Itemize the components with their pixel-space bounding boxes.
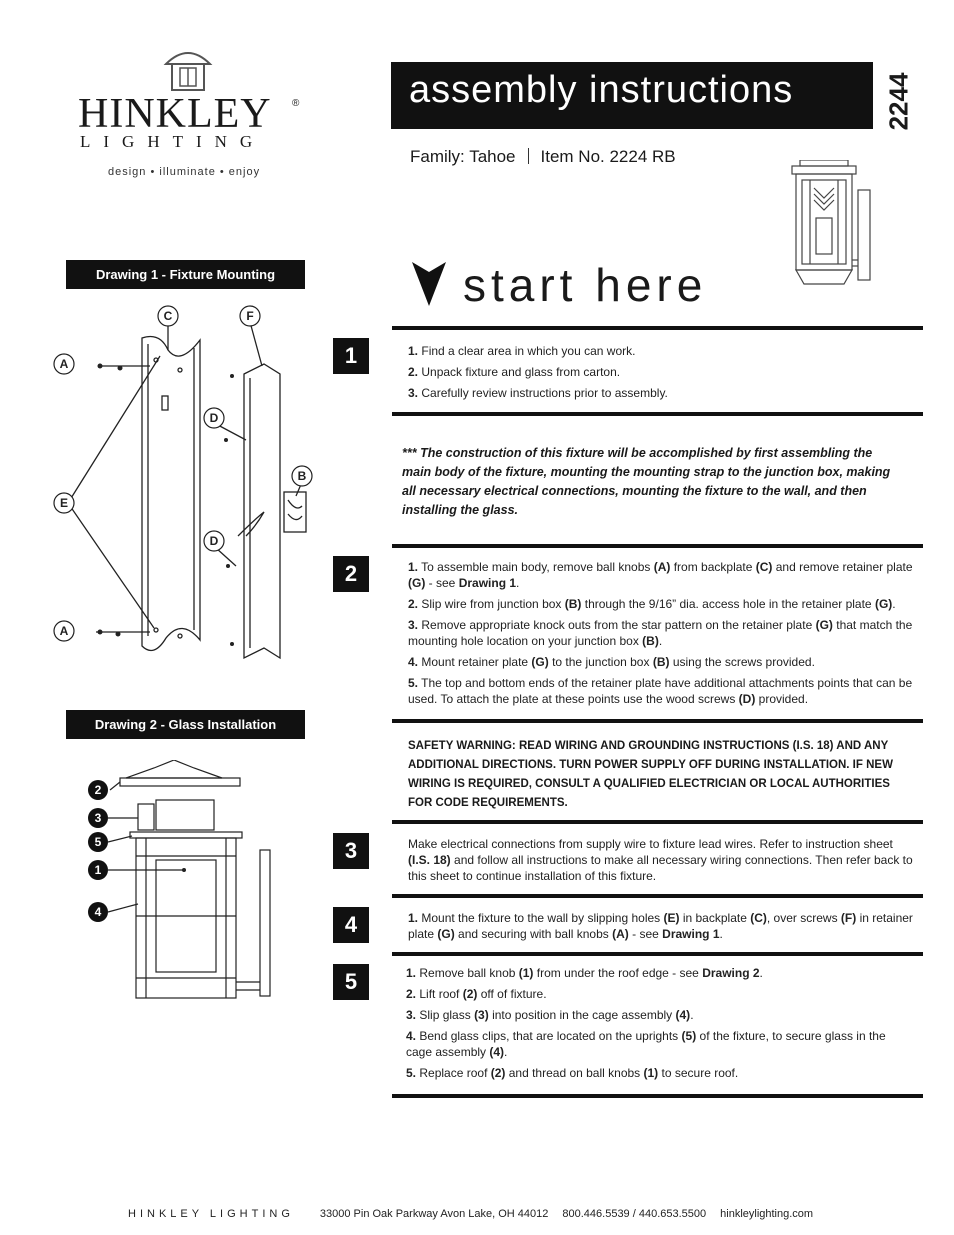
callout-3: 3 <box>94 811 102 825</box>
step-5-item: 1. Remove ball knob (1) from under the roof edge - see Drawing 2. <box>406 966 763 980</box>
rule <box>392 1094 923 1098</box>
family-line <box>410 147 676 167</box>
hinkley-logo <box>70 40 310 190</box>
rule <box>392 820 923 824</box>
step-2-item: 1. To assemble main body, remove ball knobs (A) from backplate (C) and remove retainer plate (G) - see Drawing 1. <box>408 560 913 590</box>
drawing-2-glass-installation-diagram <box>84 760 284 1012</box>
rule <box>392 952 923 956</box>
callout-e: E <box>59 496 69 510</box>
logo-subtitle: LIGHTING <box>80 132 266 151</box>
step-3-text: Make electrical connections from supply wire to fixture lead wires. Refer to instruction sheet (I.S. 18) and follow all instructions to make all necessary wiring connections. Then refer back to this sheet to continue installation of this fixture. <box>408 837 913 883</box>
step-4-text: 1. Mount the fixture to the wall by slipping holes (E) in backplate (C), over screws (F) in retainer plate (G) and securing with ball knobs (A) - see Drawing 1. <box>408 911 913 941</box>
safety-warning: SAFETY WARNING: READ WIRING AND GROUNDING INSTRUCTIONS (I.S. 18) AND ANY ADDITIONAL DIRECTIONS. TURN POWER SUPPLY OFF DURING INSTALLATION. IF NEW WIRING IS REQUIRED, CONSULT A QUALIFIED ELECTRICIAN OR LOCAL AUTHORITIES FOR CODE REQUIREMENTS. <box>408 740 893 809</box>
callout-4: 4 <box>94 905 102 919</box>
footer-website-link[interactable]: hinkleylighting.com <box>720 1208 814 1220</box>
start-here-heading: start here <box>463 259 708 311</box>
step-1-item: 1. Find a clear area in which you can work. <box>408 344 636 358</box>
item-label: Item No. 2224 RB <box>540 147 676 166</box>
footer-brand: HINKLEY LIGHTING <box>128 1208 294 1220</box>
callout-c: C <box>163 309 173 323</box>
lantern-logo-icon <box>162 44 214 92</box>
step-4-number: 4 <box>333 907 369 943</box>
drawing-1-fixture-mounting-diagram <box>50 300 330 680</box>
callout-a-top: A <box>59 357 69 371</box>
rule <box>392 412 923 416</box>
callout-2: 2 <box>94 783 102 797</box>
step-2-item: 3. Remove appropriate knock outs from the star pattern on the retainer plate (G) that match the mounting hole location on your junction box (B). <box>408 618 913 648</box>
divider <box>528 148 529 164</box>
footer-address: 33000 Pin Oak Parkway Avon Lake, OH 44012 <box>319 1208 549 1220</box>
step-5-number: 5 <box>333 964 369 1000</box>
step-5-item: 5. Replace roof (2) and thread on ball knobs (1) to secure roof. <box>406 1066 739 1080</box>
footer <box>128 1208 813 1220</box>
logo-registered-mark: ® <box>292 98 300 109</box>
step-5-item: 3. Slip glass (3) into position in the cage assembly (4). <box>406 1008 694 1022</box>
step-2-text <box>408 559 928 712</box>
callout-b: B <box>297 469 307 483</box>
callout-f: F <box>246 309 254 323</box>
step-3-number: 3 <box>333 833 369 869</box>
document-number <box>883 64 934 134</box>
step-2-item: 4. Mount retainer plate (G) to the junction box (B) using the screws provided. <box>408 655 815 669</box>
step-1-item: 3. Carefully review instructions prior to assembly. <box>408 386 668 400</box>
step-5-item: 4. Bend glass clips, that are located on the uprights (5) of the fixture, to secure glass in the cage assembly (4). <box>406 1029 886 1059</box>
step-1-text <box>408 343 928 406</box>
callout-1: 1 <box>94 863 102 877</box>
document-number-text: 2244 <box>883 72 914 131</box>
drawing-2-title: Drawing 2 - Glass Installation <box>66 710 305 739</box>
step-2-item: 5. The top and bottom ends of the retainer plate have additional attachments points that can be used. To attach the plate at these points use the wood screws (D) provided. <box>408 676 913 706</box>
callout-a-bottom: A <box>59 624 69 638</box>
down-arrow-icon <box>412 262 446 306</box>
step-5-text <box>406 965 906 1086</box>
construction-note: *** The construction of this fixture will be accomplished by first assembling the main body of the fixture, mounting the mounting strap to the junction box, making all necessary electrical connections, mounting the fixture to the wall, and then installing the glass. <box>402 446 891 517</box>
step-5-item: 2. Lift roof (2) off of fixture. <box>406 987 547 1001</box>
page-title: assembly instructions <box>391 62 873 129</box>
callout-5: 5 <box>94 835 102 849</box>
logo-wordmark: HINKLEY <box>78 91 272 137</box>
family-label: Family: Tahoe <box>410 147 516 166</box>
logo-tagline: design • illuminate • enjoy <box>108 166 261 178</box>
rule <box>392 894 923 898</box>
step-1-number: 1 <box>333 338 369 374</box>
rule <box>392 544 923 548</box>
step-1-item: 2. Unpack fixture and glass from carton. <box>408 365 621 379</box>
footer-phone: 800.446.5539 / 440.653.5500 <box>562 1208 707 1220</box>
step-2-number: 2 <box>333 556 369 592</box>
drawing-1-title: Drawing 1 - Fixture Mounting <box>66 260 305 289</box>
rule <box>392 719 923 723</box>
step-2-item: 2. Slip wire from junction box (B) through the 9/16” dia. access hole in the retainer plate (G). <box>408 597 896 611</box>
fixture-thumbnail-image <box>786 160 876 294</box>
callout-d-bottom: D <box>209 534 219 548</box>
callout-d-top: D <box>209 411 219 425</box>
rule <box>392 326 923 330</box>
